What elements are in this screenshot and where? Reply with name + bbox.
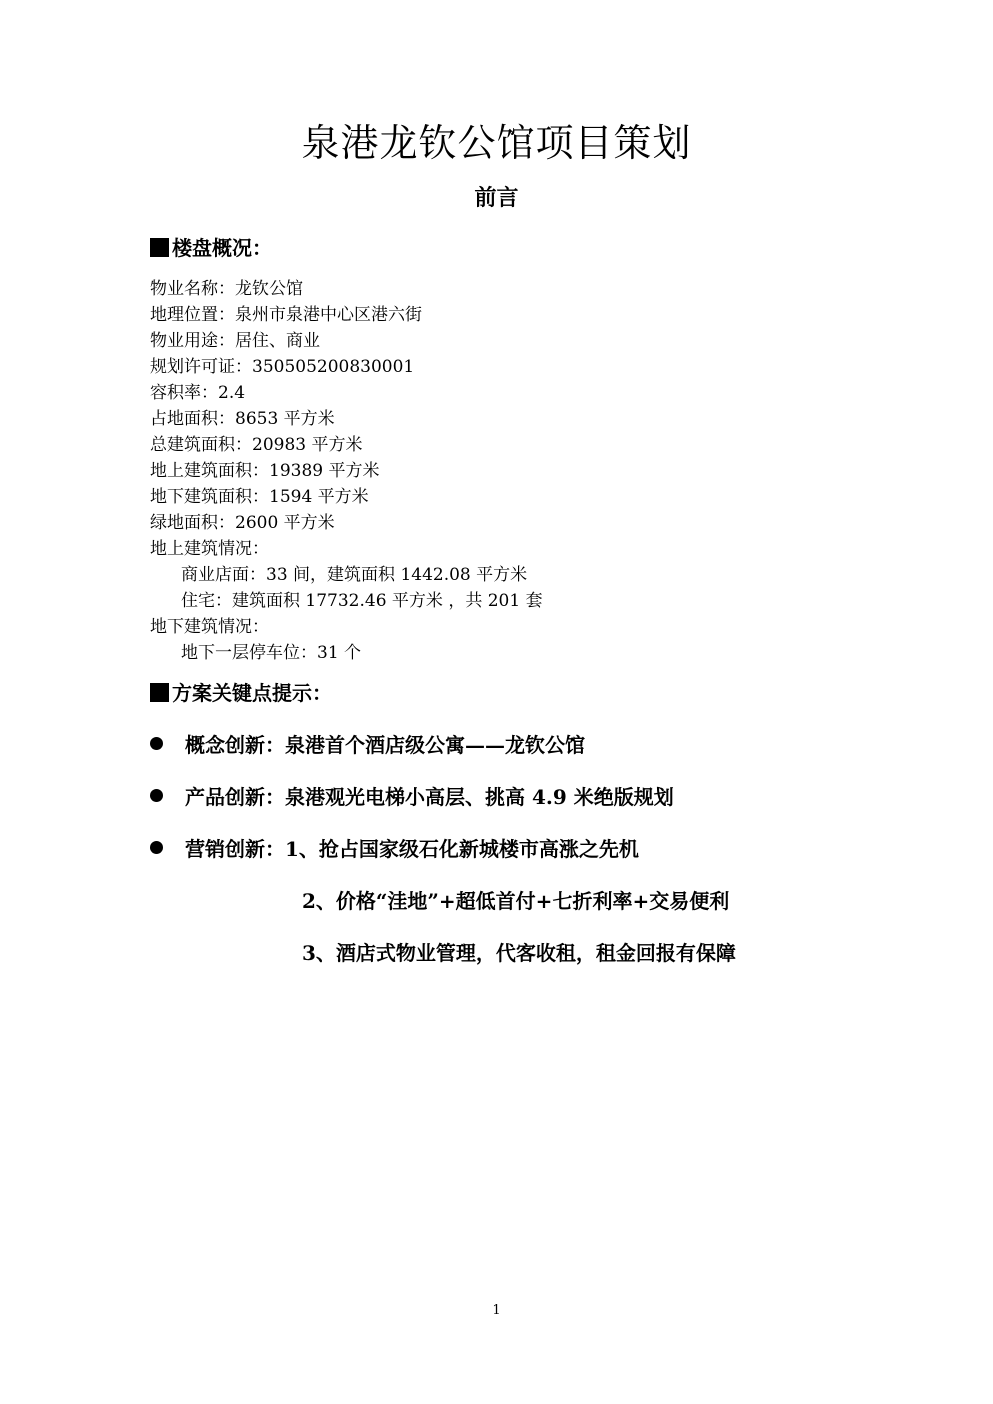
square-bullet-icon (150, 683, 169, 702)
overview-heading (150, 233, 272, 263)
key-points-list (150, 728, 736, 988)
key-point-text: 营销创新：1、抢占国家级石化新城楼市高涨之先机 (185, 837, 639, 861)
key-point-marketing-3 (150, 936, 736, 988)
bullet-dot-icon (150, 789, 163, 802)
document-subtitle: 前言 (474, 185, 519, 211)
key-point-product (150, 780, 736, 832)
overview-line-permit: 规划许可证：350505200830001 (150, 357, 415, 377)
overview-line-plot-ratio: 容积率：2.4 (150, 383, 246, 403)
key-points-heading-text: 方案关键点提示： (172, 681, 332, 705)
overview-line-total-floor-area: 总建筑面积：20983 平方米 (150, 435, 363, 455)
overview-line-shops: 商业店面：33 间，建筑面积 1442.08 平方米 (181, 565, 528, 585)
overview-line-location: 地理位置：泉州市泉港中心区港六街 (150, 305, 422, 325)
key-points-heading (150, 678, 332, 708)
overview-line-underground-area: 地下建筑面积：1594 平方米 (150, 487, 369, 507)
overview-heading-text: 楼盘概况： (172, 236, 272, 260)
key-point-text: 产品创新：泉港观光电梯小高层、挑高 4.9 米绝版规划 (185, 785, 674, 809)
key-point-marketing-2 (150, 884, 736, 936)
overview-line-usage: 物业用途：居住、商业 (150, 331, 320, 351)
overview-line-residential: 住宅：建筑面积 17732.46 平方米 ，共 201 套 (181, 591, 543, 611)
key-point-text: 3、酒店式物业管理，代客收租，租金回报有保障 (302, 941, 736, 965)
key-point-concept (150, 728, 736, 780)
bullet-dot-icon (150, 737, 163, 750)
bullet-dot-icon (150, 841, 163, 854)
overview-line-green-area: 绿地面积：2600 平方米 (150, 513, 335, 533)
page-number: 1 (492, 1303, 501, 1318)
key-point-text: 概念创新：泉港首个酒店级公寓——龙钦公馆 (185, 733, 585, 757)
square-bullet-icon (150, 238, 169, 257)
property-overview-list (150, 276, 543, 666)
document-title: 泉港龙钦公馆项目策划 (301, 121, 692, 165)
key-point-marketing (150, 832, 736, 884)
overview-line-underground-heading: 地下建筑情况： (150, 617, 269, 637)
overview-line-parking: 地下一层停车位：31 个 (181, 643, 362, 663)
overview-line-above-ground-area: 地上建筑面积：19389 平方米 (150, 461, 380, 481)
key-point-text: 2、价格“洼地”+超低首付+七折利率+交易便利 (302, 889, 730, 913)
overview-line-above-ground-heading: 地上建筑情况： (150, 539, 269, 559)
overview-line-land-area: 占地面积：8653 平方米 (150, 409, 335, 429)
overview-line-property-name: 物业名称：龙钦公馆 (150, 279, 303, 299)
